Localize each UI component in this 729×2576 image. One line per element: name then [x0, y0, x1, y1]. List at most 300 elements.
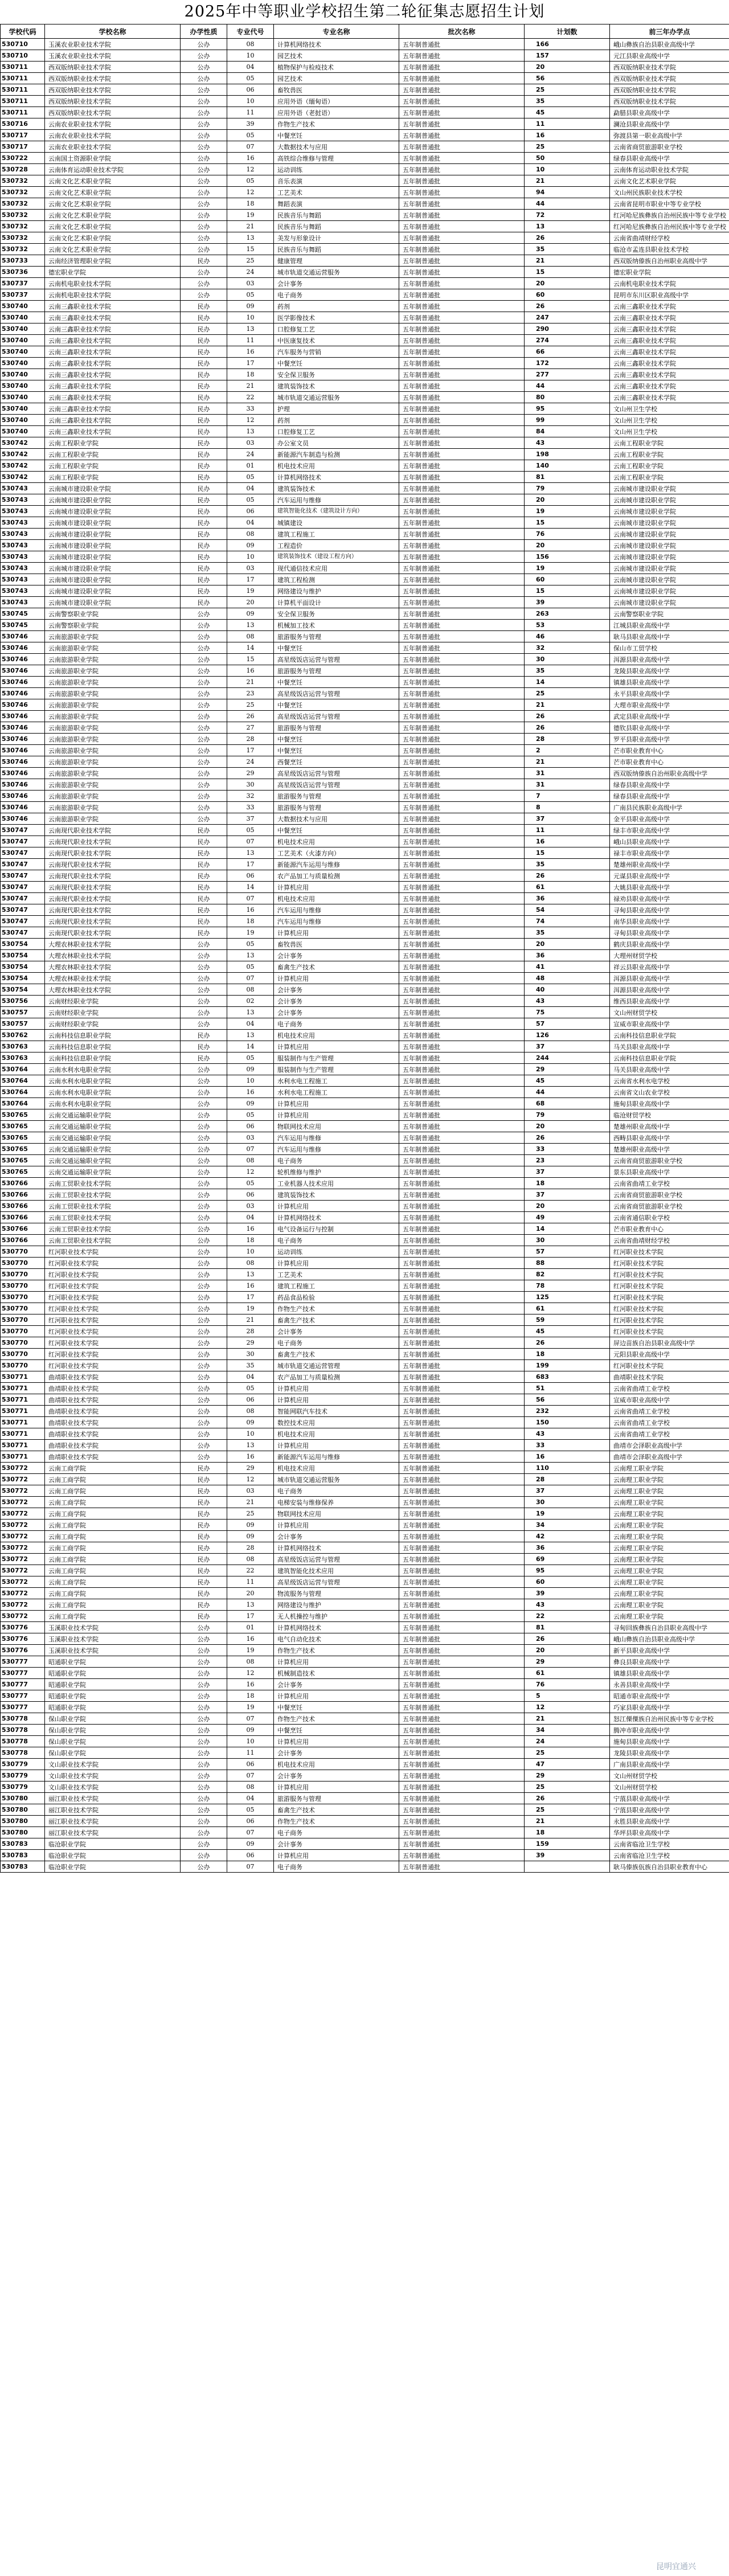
cell-campus: 文山州财贸学校	[610, 1782, 729, 1793]
cell-campus: 云南省商贸旅游职业学校	[610, 1189, 729, 1201]
cell-school-code: 530771	[1, 1417, 45, 1428]
cell-major-name: 畜禽生产技术	[274, 1804, 399, 1816]
cell-major-code: 18	[227, 1690, 274, 1702]
cell-school-code: 530746	[1, 779, 45, 791]
cell-school-name: 红河职业技术学院	[45, 1280, 181, 1292]
cell-batch-name: 五年制普通批	[399, 529, 525, 540]
table-row	[1, 585, 729, 597]
cell-school-name: 云南三鑫职业技术学院	[45, 380, 181, 392]
cell-school-type: 民办	[181, 426, 227, 437]
cell-major-code: 10	[227, 1736, 274, 1747]
table-row	[1, 1850, 729, 1861]
cell-major-name: 建筑智能化技术应用	[274, 1565, 399, 1576]
header-school-type: 办学性质	[181, 24, 227, 39]
cell-major-name: 中餐烹饪	[274, 734, 399, 745]
cell-school-name: 云南工商学院	[45, 1531, 181, 1542]
cell-major-code: 17	[227, 745, 274, 756]
cell-school-code: 530777	[1, 1679, 45, 1690]
table-row	[1, 1018, 729, 1030]
cell-campus: 元阳县职业高级中学	[610, 1349, 729, 1360]
cell-major-name: 物流服务与管理	[274, 1588, 399, 1599]
cell-campus: 云南省商贸旅游职业学校	[610, 1155, 729, 1166]
cell-major-name: 电子商务	[274, 1337, 399, 1349]
cell-campus: 云南理工职业学院	[610, 1576, 729, 1588]
cell-batch-name: 五年制普通批	[399, 1474, 525, 1485]
cell-campus: 腾冲市职业高级中学	[610, 1725, 729, 1736]
cell-major-code: 12	[227, 1668, 274, 1679]
cell-campus: 西双版纳职业技术学院	[610, 73, 729, 84]
cell-major-name: 作物生产技术	[274, 1816, 399, 1827]
cell-major-name: 计算机应用	[274, 973, 399, 984]
cell-batch-name: 五年制普通批	[399, 1201, 525, 1212]
cell-campus: 云南科技信息职业学院	[610, 1030, 729, 1041]
cell-school-type: 公办	[181, 699, 227, 711]
cell-school-code: 530743	[1, 551, 45, 563]
cell-major-code: 01	[227, 460, 274, 472]
cell-major-name: 园艺技术	[274, 73, 399, 84]
cell-major-name: 中餐烹饪	[274, 642, 399, 654]
cell-school-name: 云南旅游职业学院	[45, 791, 181, 802]
table-row	[1, 1611, 729, 1622]
cell-plan-count: 20	[525, 62, 610, 73]
cell-plan-count: 20	[525, 1201, 610, 1212]
header-school-code: 学校代码	[1, 24, 45, 39]
cell-school-name: 云南机电职业技术学院	[45, 289, 181, 301]
cell-plan-count: 26	[525, 1793, 610, 1804]
cell-batch-name: 五年制普通批	[399, 1827, 525, 1838]
cell-school-name: 云南旅游职业学院	[45, 665, 181, 677]
cell-school-type: 公办	[181, 1303, 227, 1314]
cell-plan-count: 54	[525, 904, 610, 916]
cell-batch-name: 五年制普通批	[399, 973, 525, 984]
cell-school-type: 公办	[181, 1713, 227, 1725]
cell-plan-count: 26	[525, 722, 610, 734]
cell-plan-count: 159	[525, 1838, 610, 1850]
cell-batch-name: 五年制普通批	[399, 1371, 525, 1383]
cell-school-type: 公办	[181, 984, 227, 996]
cell-plan-count: 7	[525, 791, 610, 802]
cell-major-code: 12	[227, 1474, 274, 1485]
cell-school-code: 530772	[1, 1474, 45, 1485]
cell-major-name: 电子商务	[274, 1485, 399, 1497]
cell-major-code: 25	[227, 1508, 274, 1520]
cell-major-name: 电子商务	[274, 1861, 399, 1873]
cell-school-type: 公办	[181, 1075, 227, 1087]
cell-school-type: 公办	[181, 1690, 227, 1702]
table-row	[1, 768, 729, 779]
cell-campus: 祥云县职业高级中学	[610, 961, 729, 973]
cell-major-code: 19	[227, 927, 274, 939]
cell-major-code: 19	[227, 585, 274, 597]
cell-campus: 芒市职业教育中心	[610, 1223, 729, 1235]
cell-campus: 永胜县职业高级中学	[610, 1816, 729, 1827]
cell-major-code: 05	[227, 130, 274, 141]
cell-campus: 云南城市建设职业学院	[610, 517, 729, 529]
cell-major-code: 16	[227, 1633, 274, 1645]
cell-campus: 临沧市孟连县职业技术学校	[610, 244, 729, 255]
table-row	[1, 688, 729, 699]
cell-major-name: 农产品加工与质量检测	[274, 870, 399, 882]
cell-major-code: 21	[227, 380, 274, 392]
cell-batch-name: 五年制普通批	[399, 73, 525, 84]
cell-school-type: 公办	[181, 1394, 227, 1406]
cell-campus: 广南县职业高级中学	[610, 1759, 729, 1770]
cell-major-name: 园艺技术	[274, 50, 399, 62]
cell-campus: 云南三鑫职业技术学院	[610, 380, 729, 392]
cell-batch-name: 五年制普通批	[399, 1759, 525, 1770]
cell-campus: 云南警察职业学院	[610, 608, 729, 620]
cell-school-name: 云南城市建设职业学院	[45, 540, 181, 551]
cell-major-name: 作物生产技术	[274, 1303, 399, 1314]
cell-plan-count: 18	[525, 1349, 610, 1360]
cell-major-code: 09	[227, 1520, 274, 1531]
cell-campus: 新平县职业高级中学	[610, 1645, 729, 1656]
cell-school-name: 云南现代职业技术学院	[45, 927, 181, 939]
table-row	[1, 50, 729, 62]
cell-campus: 云南省昆明市职业中等专业学校	[610, 198, 729, 210]
cell-major-code: 13	[227, 1030, 274, 1041]
cell-school-code: 530783	[1, 1838, 45, 1850]
cell-school-name: 临沧职业学院	[45, 1838, 181, 1850]
cell-school-code: 530740	[1, 392, 45, 403]
cell-school-code: 530743	[1, 494, 45, 506]
cell-major-code: 17	[227, 1292, 274, 1303]
cell-major-code: 10	[227, 1246, 274, 1258]
cell-school-type: 民办	[181, 836, 227, 847]
table-row	[1, 1144, 729, 1155]
cell-school-code: 530740	[1, 415, 45, 426]
cell-school-code: 530747	[1, 882, 45, 893]
cell-major-code: 13	[227, 426, 274, 437]
cell-campus: 云南省商贸旅游职业学校	[610, 1201, 729, 1212]
cell-major-code: 12	[227, 1166, 274, 1178]
cell-major-code: 13	[227, 232, 274, 244]
cell-batch-name: 五年制普通批	[399, 916, 525, 927]
table-row	[1, 825, 729, 836]
cell-major-code: 16	[227, 1223, 274, 1235]
cell-plan-count: 43	[525, 996, 610, 1007]
cell-major-name: 计算机应用	[274, 1201, 399, 1212]
cell-school-code: 530772	[1, 1576, 45, 1588]
cell-major-name: 电子商务	[274, 289, 399, 301]
cell-batch-name: 五年制普通批	[399, 654, 525, 665]
cell-batch-name: 五年制普通批	[399, 768, 525, 779]
cell-school-type: 公办	[181, 1850, 227, 1861]
cell-school-name: 云南现代职业技术学院	[45, 882, 181, 893]
cell-major-code: 05	[227, 494, 274, 506]
table-row	[1, 164, 729, 175]
table-row	[1, 1189, 729, 1201]
cell-campus: 峨山彝族自治县职业高级中学	[610, 39, 729, 50]
cell-major-code: 09	[227, 1725, 274, 1736]
cell-school-type: 公办	[181, 210, 227, 221]
cell-school-type: 民办	[181, 563, 227, 574]
cell-batch-name: 五年制普通批	[399, 506, 525, 517]
cell-school-code: 530770	[1, 1349, 45, 1360]
cell-batch-name: 五年制普通批	[399, 961, 525, 973]
cell-major-code: 10	[227, 312, 274, 323]
table-row	[1, 973, 729, 984]
cell-campus: 镇雄县职业高级中学	[610, 677, 729, 688]
cell-campus: 红河哈尼族彝族自治州民族中等专业学校	[610, 210, 729, 221]
cell-major-code: 33	[227, 802, 274, 813]
cell-school-code: 530780	[1, 1827, 45, 1838]
cell-school-code: 530776	[1, 1633, 45, 1645]
cell-school-type: 公办	[181, 50, 227, 62]
cell-major-code: 13	[227, 323, 274, 335]
cell-school-code: 530745	[1, 608, 45, 620]
cell-school-type: 公办	[181, 1166, 227, 1178]
cell-batch-name: 五年制普通批	[399, 1041, 525, 1052]
cell-school-code: 530746	[1, 711, 45, 722]
cell-campus: 昭通市职业高级中学	[610, 1690, 729, 1702]
cell-school-code: 530780	[1, 1793, 45, 1804]
cell-batch-name: 五年制普通批	[399, 756, 525, 768]
cell-school-name: 云南城市建设职业学院	[45, 517, 181, 529]
cell-school-code: 530765	[1, 1166, 45, 1178]
cell-major-code: 03	[227, 1485, 274, 1497]
cell-major-code: 29	[227, 1337, 274, 1349]
table-row	[1, 1064, 729, 1075]
cell-school-name: 云南现代职业技术学院	[45, 836, 181, 847]
cell-campus: 红河职业技术学院	[610, 1303, 729, 1314]
table-row	[1, 1782, 729, 1793]
cell-plan-count: 88	[525, 1258, 610, 1269]
table-row	[1, 335, 729, 346]
cell-school-name: 云南旅游职业学院	[45, 711, 181, 722]
cell-batch-name: 五年制普通批	[399, 1599, 525, 1611]
cell-major-code: 30	[227, 1349, 274, 1360]
cell-school-type: 公办	[181, 1235, 227, 1246]
cell-batch-name: 五年制普通批	[399, 1485, 525, 1497]
cell-school-name: 云南科技信息职业学院	[45, 1041, 181, 1052]
cell-major-code: 06	[227, 506, 274, 517]
cell-school-name: 云南警察职业学院	[45, 608, 181, 620]
cell-school-type: 民办	[181, 460, 227, 472]
cell-school-code: 530780	[1, 1816, 45, 1827]
cell-campus: 维西县职业高级中学	[610, 996, 729, 1007]
cell-school-name: 云南交通运输职业学院	[45, 1121, 181, 1132]
cell-school-type: 公办	[181, 1668, 227, 1679]
cell-major-code: 17	[227, 574, 274, 585]
cell-batch-name: 五年制普通批	[399, 722, 525, 734]
cell-school-code: 530746	[1, 734, 45, 745]
cell-plan-count: 53	[525, 620, 610, 631]
cell-school-name: 保山职业学院	[45, 1713, 181, 1725]
table-row	[1, 323, 729, 335]
cell-school-code: 530772	[1, 1485, 45, 1497]
cell-school-type: 公办	[181, 734, 227, 745]
cell-school-code: 530757	[1, 1007, 45, 1018]
cell-batch-name: 五年制普通批	[399, 1406, 525, 1417]
cell-campus: 永平县职业高级中学	[610, 688, 729, 699]
cell-plan-count: 39	[525, 1588, 610, 1599]
table-row	[1, 1816, 729, 1827]
cell-major-code: 12	[227, 187, 274, 198]
cell-batch-name: 五年制普通批	[399, 1770, 525, 1782]
cell-school-type: 民办	[181, 506, 227, 517]
cell-school-type: 民办	[181, 870, 227, 882]
cell-campus: 西双版纳傣族自治州职业高级中学	[610, 255, 729, 267]
cell-school-type: 公办	[181, 164, 227, 175]
table-row	[1, 904, 729, 916]
cell-major-name: 计算机应用	[274, 1383, 399, 1394]
cell-batch-name: 五年制普通批	[399, 517, 525, 529]
cell-school-code: 530766	[1, 1235, 45, 1246]
cell-major-code: 07	[227, 973, 274, 984]
cell-school-code: 530778	[1, 1725, 45, 1736]
cell-school-type: 民办	[181, 1531, 227, 1542]
cell-major-code: 04	[227, 1793, 274, 1804]
cell-batch-name: 五年制普通批	[399, 1258, 525, 1269]
cell-campus: 昆明市东川区职业高级中学	[610, 289, 729, 301]
cell-campus: 耿马县职业高级中学	[610, 631, 729, 642]
cell-major-name: 会计事务	[274, 984, 399, 996]
cell-batch-name: 五年制普通批	[399, 289, 525, 301]
cell-campus: 华坪县职业高级中学	[610, 1827, 729, 1838]
cell-campus: 大理州财贸学校	[610, 950, 729, 961]
table-row	[1, 665, 729, 677]
cell-major-name: 城市轨道交通运营服务	[274, 1474, 399, 1485]
table-row	[1, 654, 729, 665]
table-row	[1, 540, 729, 551]
table-row	[1, 1087, 729, 1098]
cell-major-code: 13	[227, 1440, 274, 1451]
table-row	[1, 107, 729, 118]
cell-plan-count: 166	[525, 39, 610, 50]
cell-school-type: 公办	[181, 62, 227, 73]
cell-plan-count: 26	[525, 301, 610, 312]
cell-major-name: 计算机网络技术	[274, 39, 399, 50]
cell-campus: 西双版纳职业技术学院	[610, 96, 729, 107]
cell-campus: 云南理工职业学院	[610, 1463, 729, 1474]
cell-school-type: 民办	[181, 483, 227, 494]
cell-school-name: 云南三鑫职业技术学院	[45, 392, 181, 403]
cell-plan-count: 80	[525, 392, 610, 403]
cell-batch-name: 五年制普通批	[399, 540, 525, 551]
cell-major-code: 25	[227, 699, 274, 711]
cell-major-code: 21	[227, 677, 274, 688]
cell-campus: 云南理工职业学院	[610, 1542, 729, 1554]
cell-major-code: 32	[227, 791, 274, 802]
cell-school-code: 530783	[1, 1861, 45, 1873]
cell-school-type: 民办	[181, 1588, 227, 1599]
cell-school-name: 文山职业技术学院	[45, 1770, 181, 1782]
cell-school-code: 530746	[1, 699, 45, 711]
cell-major-code: 16	[227, 904, 274, 916]
cell-batch-name: 五年制普通批	[399, 745, 525, 756]
cell-major-code: 04	[227, 1018, 274, 1030]
cell-major-code: 10	[227, 551, 274, 563]
cell-major-code: 24	[227, 449, 274, 460]
cell-major-code: 03	[227, 563, 274, 574]
cell-school-type: 民办	[181, 529, 227, 540]
cell-major-name: 计算机应用	[274, 1041, 399, 1052]
cell-school-code: 530778	[1, 1747, 45, 1759]
table-row	[1, 916, 729, 927]
cell-major-name: 会计事务	[274, 1770, 399, 1782]
cell-school-name: 曲靖职业技术学院	[45, 1394, 181, 1406]
table-row	[1, 608, 729, 620]
cell-major-code: 21	[227, 1314, 274, 1326]
cell-major-code: 06	[227, 1394, 274, 1406]
cell-school-name: 云南财经职业学院	[45, 996, 181, 1007]
cell-plan-count: 45	[525, 107, 610, 118]
cell-school-name: 云南交通运输职业学院	[45, 1132, 181, 1144]
cell-major-name: 汽车运用与维修	[274, 1144, 399, 1155]
table-row	[1, 802, 729, 813]
cell-school-type: 公办	[181, 1371, 227, 1383]
cell-batch-name: 五年制普通批	[399, 1520, 525, 1531]
cell-school-name: 云南文化艺术职业学院	[45, 187, 181, 198]
cell-batch-name: 五年制普通批	[399, 1360, 525, 1371]
cell-major-name: 计算机应用	[274, 927, 399, 939]
table-row	[1, 813, 729, 825]
cell-major-code: 03	[227, 278, 274, 289]
cell-major-name: 中餐烹饪	[274, 825, 399, 836]
cell-batch-name: 五年制普通批	[399, 665, 525, 677]
cell-plan-count: 140	[525, 460, 610, 472]
cell-school-name: 云南旅游职业学院	[45, 756, 181, 768]
table-row	[1, 39, 729, 50]
cell-school-name: 大理农林职业技术学院	[45, 973, 181, 984]
cell-batch-name: 五年制普通批	[399, 153, 525, 164]
cell-school-code: 530736	[1, 267, 45, 278]
cell-plan-count: 24	[525, 1736, 610, 1747]
cell-batch-name: 五年制普通批	[399, 779, 525, 791]
cell-school-type: 民办	[181, 392, 227, 403]
cell-school-type: 公办	[181, 1417, 227, 1428]
cell-campus: 巧家县职业高级中学	[610, 1702, 729, 1713]
cell-school-name: 云南科技信息职业学院	[45, 1052, 181, 1064]
cell-campus: 洱源县职业高级中学	[610, 654, 729, 665]
cell-plan-count: 34	[525, 1520, 610, 1531]
cell-school-name: 云南交通运输职业学院	[45, 1109, 181, 1121]
cell-batch-name: 五年制普通批	[399, 164, 525, 175]
cell-major-name: 安全保卫服务	[274, 369, 399, 380]
cell-plan-count: 247	[525, 312, 610, 323]
cell-major-code: 29	[227, 1463, 274, 1474]
cell-school-code: 530771	[1, 1440, 45, 1451]
cell-school-code: 530732	[1, 244, 45, 255]
cell-batch-name: 五年制普通批	[399, 1782, 525, 1793]
cell-school-type: 公办	[181, 1679, 227, 1690]
cell-school-type: 公办	[181, 1246, 227, 1258]
cell-plan-count: 47	[525, 1759, 610, 1770]
cell-school-name: 昭通职业学院	[45, 1668, 181, 1679]
cell-school-code: 530779	[1, 1770, 45, 1782]
cell-school-type: 公办	[181, 802, 227, 813]
cell-campus: 云南理工职业学院	[610, 1520, 729, 1531]
table-row	[1, 1713, 729, 1725]
cell-major-name: 电子商务	[274, 1018, 399, 1030]
cell-major-name: 作物生产技术	[274, 1713, 399, 1725]
cell-school-code: 530747	[1, 825, 45, 836]
cell-batch-name: 五年制普通批	[399, 483, 525, 494]
cell-school-code: 530772	[1, 1599, 45, 1611]
cell-school-type: 公办	[181, 1793, 227, 1804]
cell-school-type: 公办	[181, 677, 227, 688]
cell-campus: 云南省曲靖工业学校	[610, 1406, 729, 1417]
cell-school-type: 民办	[181, 358, 227, 369]
cell-plan-count: 34	[525, 1725, 610, 1736]
cell-plan-count: 30	[525, 1235, 610, 1246]
cell-plan-count: 25	[525, 1804, 610, 1816]
cell-school-code: 530770	[1, 1337, 45, 1349]
cell-batch-name: 五年制普通批	[399, 1679, 525, 1690]
cell-major-name: 电气设备运行与控制	[274, 1223, 399, 1235]
cell-school-type: 公办	[181, 608, 227, 620]
